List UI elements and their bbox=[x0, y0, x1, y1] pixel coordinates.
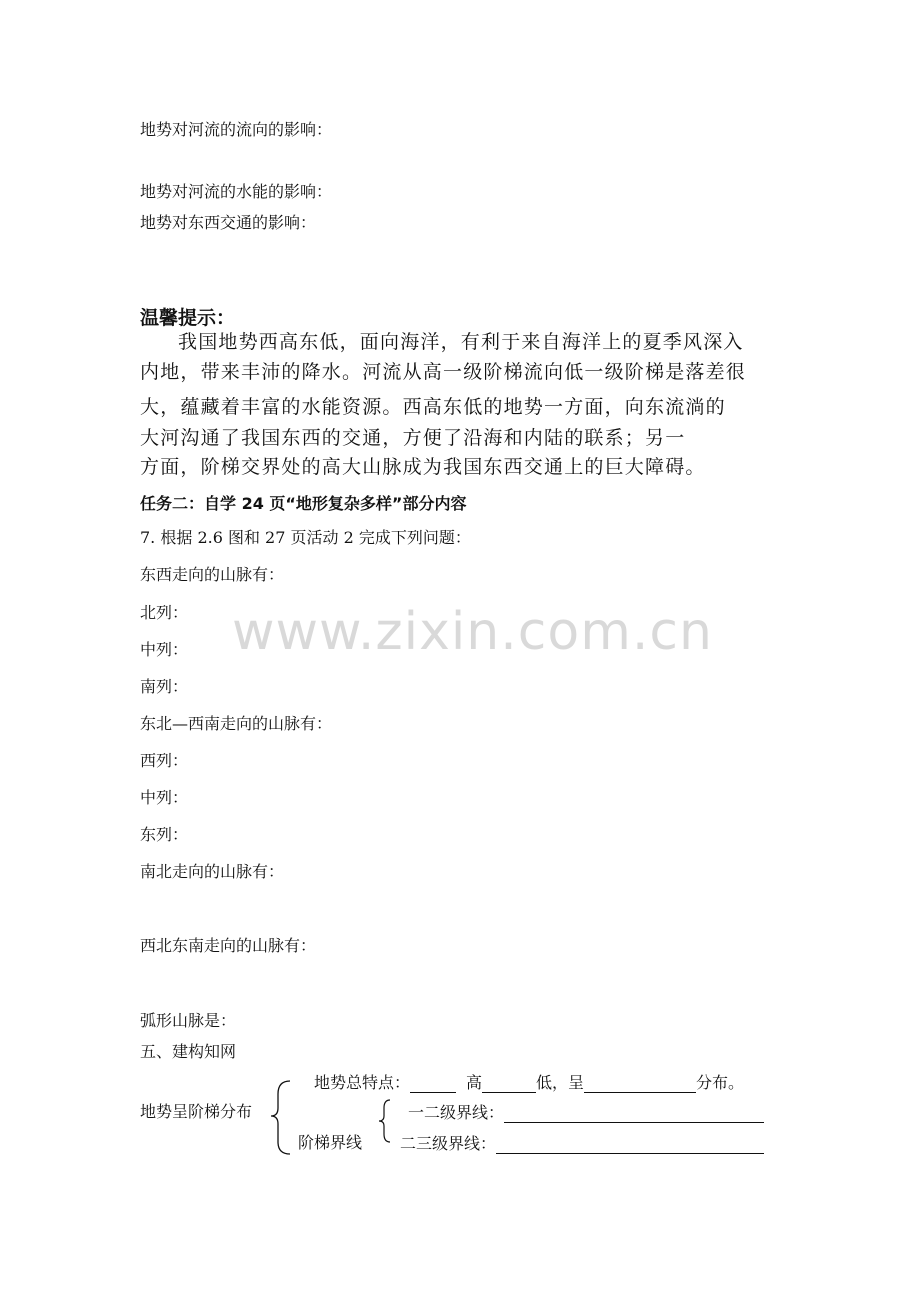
blank-boundary-1-2[interactable] bbox=[504, 1105, 764, 1123]
tip-paragraph-line-4: 大河沟通了我国东西的交通，方便了沿海和内陆的联系；另一 bbox=[140, 427, 686, 449]
question-7: 7. 根据 2.6 图和 27 页活动 2 完成下列问题： bbox=[140, 528, 471, 547]
question-line-transport: 地势对东西交通的影响： bbox=[140, 213, 317, 232]
distribution-label: 分布。 bbox=[696, 1073, 745, 1092]
boundary-2-3-row bbox=[400, 1134, 764, 1154]
task2-title: 任务二：自学 24 页“地形复杂多样”部分内容 bbox=[140, 494, 467, 513]
ew-middle-row: 中列： bbox=[140, 640, 189, 659]
ew-south-row: 南列： bbox=[140, 677, 189, 696]
ew-mountains-label: 东西走向的山脉有： bbox=[140, 565, 285, 584]
feature-label: 地势总特点： bbox=[314, 1073, 411, 1092]
blank-boundary-2-3[interactable] bbox=[496, 1136, 764, 1154]
tip-paragraph-line-5: 方面，阶梯交界处的高大山脉成为我国东西交通上的巨大障碍。 bbox=[140, 456, 706, 478]
nesw-east-row: 东列： bbox=[140, 825, 189, 844]
watermark: www.zixin.com.cn bbox=[232, 602, 713, 662]
question-line-river-energy: 地势对河流的水能的影响： bbox=[140, 182, 333, 201]
arc-mountains-label: 弧形山脉是： bbox=[140, 1011, 237, 1030]
blank-high-region[interactable] bbox=[410, 1075, 456, 1093]
question-line-river-direction: 地势对河流的流向的影响： bbox=[140, 120, 333, 139]
step-boundary-label: 阶梯界线 bbox=[298, 1133, 363, 1152]
blank-low-region[interactable] bbox=[482, 1075, 536, 1093]
ns-mountains-label: 南北走向的山脉有： bbox=[140, 862, 285, 881]
boundary-2-3-label: 二三级界线： bbox=[400, 1134, 497, 1153]
high-label: 高 bbox=[466, 1073, 483, 1092]
boundary-1-2-label: 一二级界线： bbox=[408, 1103, 505, 1122]
tip-paragraph-line-1: 我国地势西高东低，面向海洋，有利于来自海洋上的夏季风深入 bbox=[178, 331, 744, 353]
main-brace-icon bbox=[268, 1078, 294, 1158]
blank-distribution[interactable] bbox=[584, 1075, 696, 1093]
tip-paragraph-line-2: 内地，带来丰沛的降水。河流从高一级阶梯流向低一级阶梯是落差很 bbox=[140, 361, 747, 383]
nwse-mountains-label: 西北东南走向的山脉有： bbox=[140, 936, 317, 955]
concept-map-root: 地势呈阶梯分布 bbox=[140, 1102, 253, 1121]
tip-paragraph-line-3: 大，蕴藏着丰富的水能资源。西高东低的地势一方面，向东流淌的 bbox=[140, 396, 726, 418]
nesw-west-row: 西列： bbox=[140, 751, 189, 770]
boundary-1-2-row bbox=[408, 1103, 764, 1123]
ew-north-row: 北列： bbox=[140, 603, 189, 622]
sub-brace-icon bbox=[377, 1098, 393, 1144]
feature-row bbox=[314, 1073, 744, 1093]
tip-title: 温馨提示： bbox=[140, 307, 236, 329]
low-label: 低，呈 bbox=[536, 1073, 585, 1092]
nesw-mountains-label: 东北—西南走向的山脉有： bbox=[140, 714, 333, 733]
section5-title: 五、建构知网 bbox=[140, 1042, 237, 1061]
nesw-middle-row: 中列： bbox=[140, 788, 189, 807]
